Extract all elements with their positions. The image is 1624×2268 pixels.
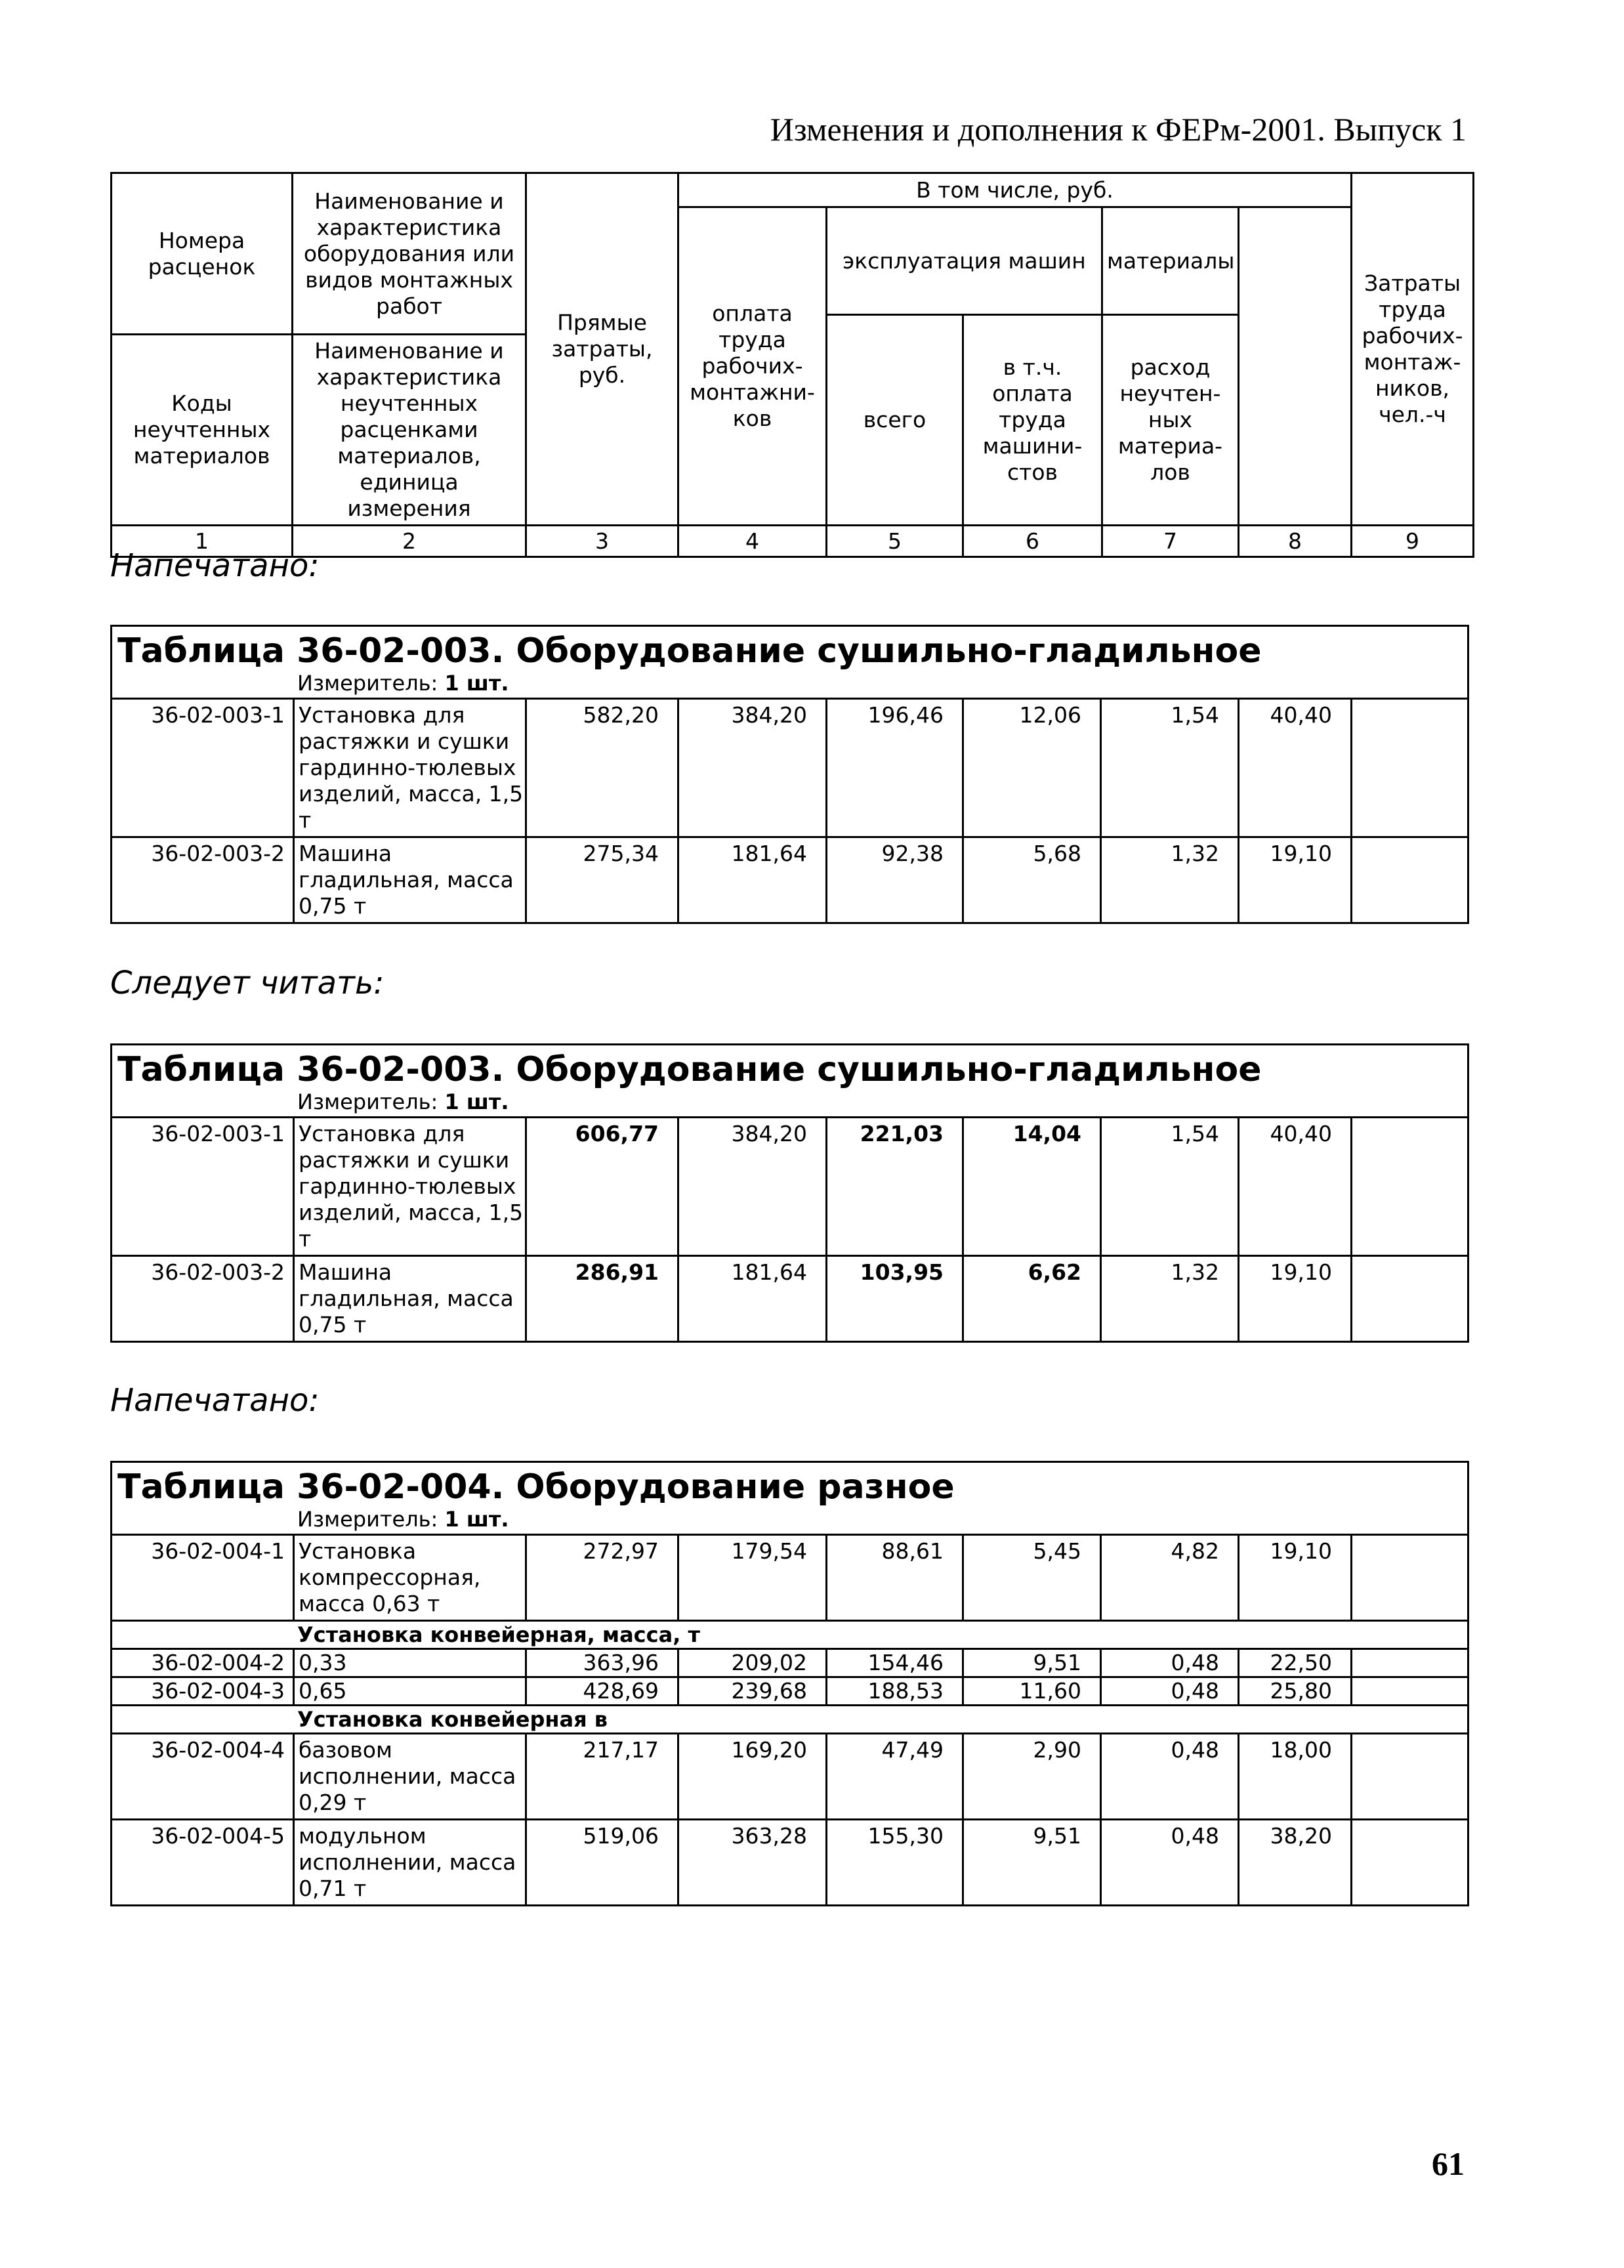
unit-of-measure <box>112 671 1468 699</box>
work-name: Установка для растяжки и сушки гардинно-тюлевых изделий, масса, 1,5 т <box>294 699 526 837</box>
header-materials: материалы <box>1102 207 1239 315</box>
work-name: Установка для растяжки и сушки гардинно-тюлевых изделий, масса, 1,5 т <box>294 1118 526 1256</box>
unit-value: 1 шт. <box>444 671 509 696</box>
machines-total: 88,61 <box>827 1535 963 1621</box>
machines-total: 188,53 <box>827 1677 963 1706</box>
machinist-pay: 14,04 <box>963 1118 1101 1256</box>
group-heading: Установка конвейерная в <box>112 1706 1468 1734</box>
header-machine-operation: эксплуатация машин <box>827 207 1102 315</box>
page-number: 61 <box>1432 2145 1465 2182</box>
labor-hours: 40,40 <box>1239 699 1352 837</box>
rate-code: 36-02-004-4 <box>112 1734 294 1820</box>
labor-hours: 38,20 <box>1239 1820 1352 1906</box>
direct-costs: 272,97 <box>526 1535 678 1621</box>
labor-pay: 384,20 <box>678 699 827 837</box>
labor-hours: 19,10 <box>1239 837 1352 923</box>
mass <box>1352 1118 1468 1256</box>
header-direct-costs: Прямые затраты, руб. <box>526 173 678 526</box>
mass <box>1352 1649 1468 1677</box>
direct-costs: 275,34 <box>526 837 678 923</box>
header-col-number: 4 <box>678 526 827 557</box>
unit-value: 1 шт. <box>444 1090 509 1114</box>
rate-code: 36-02-004-3 <box>112 1677 294 1706</box>
header-col-number: 9 <box>1352 526 1474 557</box>
machinist-pay: 11,60 <box>963 1677 1101 1706</box>
header-col-number: 1 <box>112 526 293 557</box>
mass <box>1352 837 1468 923</box>
mass <box>1352 1256 1468 1342</box>
unit-label: Измеритель: <box>297 671 438 696</box>
header-col-number: 2 <box>293 526 526 557</box>
machines-total: 155,30 <box>827 1820 963 1906</box>
column-header-table <box>110 172 1474 558</box>
direct-costs: 519,06 <box>526 1820 678 1906</box>
machines-total: 103,95 <box>827 1256 963 1342</box>
machinist-pay: 5,68 <box>963 837 1101 923</box>
header-col-number: 8 <box>1239 526 1352 557</box>
machines-total: 92,38 <box>827 837 963 923</box>
header-work-name: Наименование и характеристика оборудования или видов монтажных работ <box>293 173 526 335</box>
rate-code: 36-02-003-1 <box>112 699 294 837</box>
labor-pay: 239,68 <box>678 1677 827 1706</box>
direct-costs: 582,20 <box>526 699 678 837</box>
table-title: Таблица 36-02-003. Оборудование сушильно-гладильное <box>112 626 1468 672</box>
group-heading: Установка конвейерная, масса, т <box>112 1621 1468 1649</box>
caption-should-read: Следует читать: <box>110 965 385 1001</box>
mass <box>1352 1677 1468 1706</box>
rate-code: 36-02-004-2 <box>112 1649 294 1677</box>
table-36-02-004-printed <box>110 1461 1469 1906</box>
work-name: Установка компрессорная, масса 0,63 т <box>294 1535 526 1621</box>
labor-hours: 19,10 <box>1239 1535 1352 1621</box>
machines-total: 221,03 <box>827 1118 963 1256</box>
machines-total: 196,46 <box>827 699 963 837</box>
materials: 1,54 <box>1101 699 1239 837</box>
header-including: В том числе, руб. <box>678 173 1352 207</box>
header-machines-total: всего <box>827 315 963 526</box>
materials: 0,48 <box>1101 1734 1239 1820</box>
table-36-02-003-corrected <box>110 1043 1469 1343</box>
unit-of-measure <box>112 1507 1468 1535</box>
materials: 0,48 <box>1101 1820 1239 1906</box>
mass <box>1352 1820 1468 1906</box>
work-name: 0,65 <box>294 1677 526 1706</box>
rate-code: 36-02-003-1 <box>112 1118 294 1256</box>
labor-hours: 25,80 <box>1239 1677 1352 1706</box>
caption-printed: Напечатано: <box>110 547 320 584</box>
table-title: Таблица 36-02-003. Оборудование сушильно-гладильное <box>112 1045 1468 1091</box>
direct-costs: 428,69 <box>526 1677 678 1706</box>
labor-pay: 169,20 <box>678 1734 827 1820</box>
labor-pay: 384,20 <box>678 1118 827 1256</box>
machinist-pay: 9,51 <box>963 1649 1101 1677</box>
labor-hours: 18,00 <box>1239 1734 1352 1820</box>
mass <box>1352 1535 1468 1621</box>
rate-code: 36-02-003-2 <box>112 1256 294 1342</box>
header-machinist-pay: в т.ч. оплата труда машини-стов <box>963 315 1102 526</box>
machinist-pay: 6,62 <box>963 1256 1101 1342</box>
labor-hours: 22,50 <box>1239 1649 1352 1677</box>
materials: 1,32 <box>1101 837 1239 923</box>
labor-hours: 40,40 <box>1239 1118 1352 1256</box>
table-title: Таблица 36-02-004. Оборудование разное <box>112 1462 1468 1508</box>
mass <box>1352 1734 1468 1820</box>
materials: 4,82 <box>1101 1535 1239 1621</box>
rate-code: 36-02-004-1 <box>112 1535 294 1621</box>
header-rate-numbers: Номера расценок <box>112 173 293 335</box>
direct-costs: 363,96 <box>526 1649 678 1677</box>
labor-pay: 181,64 <box>678 837 827 923</box>
caption-printed: Напечатано: <box>110 1382 320 1419</box>
labor-hours: 19,10 <box>1239 1256 1352 1342</box>
header-col-number: 5 <box>827 526 963 557</box>
header-material-name: Наименование и характеристика неучтенных расценками материалов, единица измерения <box>293 335 526 526</box>
header-col-number: 7 <box>1102 526 1239 557</box>
machinist-pay: 5,45 <box>963 1535 1101 1621</box>
machines-total: 154,46 <box>827 1649 963 1677</box>
materials: 0,48 <box>1101 1649 1239 1677</box>
header-labor-hours: Затраты труда рабочих-монтаж-ников, чел.-ч <box>1352 173 1474 526</box>
machines-total: 47,49 <box>827 1734 963 1820</box>
labor-pay: 181,64 <box>678 1256 827 1342</box>
direct-costs: 286,91 <box>526 1256 678 1342</box>
table-36-02-003-printed <box>110 625 1469 924</box>
labor-pay: 363,28 <box>678 1820 827 1906</box>
header-col-number: 6 <box>963 526 1102 557</box>
labor-pay: 179,54 <box>678 1535 827 1621</box>
unit-label: Измеритель: <box>297 1090 438 1114</box>
header-labor-pay: оплата труда рабочих-монтажни-ков <box>678 207 827 526</box>
rate-code: 36-02-003-2 <box>112 837 294 923</box>
unit-label: Измеритель: <box>297 1507 438 1532</box>
direct-costs: 217,17 <box>526 1734 678 1820</box>
rate-code: 36-02-004-5 <box>112 1820 294 1906</box>
machinist-pay: 9,51 <box>963 1820 1101 1906</box>
header-material-codes: Коды неучтенных материалов <box>112 335 293 526</box>
labor-pay: 209,02 <box>678 1649 827 1677</box>
materials: 1,54 <box>1101 1118 1239 1256</box>
header-materials-consumption: расход неучтен-ных материа-лов <box>1102 315 1239 526</box>
materials: 0,48 <box>1101 1677 1239 1706</box>
work-name: Машина гладильная, масса 0,75 т <box>294 837 526 923</box>
running-head: Изменения и дополнения к ФЕРм-2001. Выпуск 1 <box>770 111 1467 148</box>
machinist-pay: 2,90 <box>963 1734 1101 1820</box>
materials: 1,32 <box>1101 1256 1239 1342</box>
work-name: 0,33 <box>294 1649 526 1677</box>
machinist-pay: 12,06 <box>963 699 1101 837</box>
direct-costs: 606,77 <box>526 1118 678 1256</box>
unit-value: 1 шт. <box>444 1507 509 1532</box>
work-name: базовом исполнении, масса 0,29 т <box>294 1734 526 1820</box>
unit-of-measure <box>112 1090 1468 1118</box>
work-name: Машина гладильная, масса 0,75 т <box>294 1256 526 1342</box>
mass <box>1352 699 1468 837</box>
work-name: модульном исполнении, масса 0,71 т <box>294 1820 526 1906</box>
header-col-number: 3 <box>526 526 678 557</box>
